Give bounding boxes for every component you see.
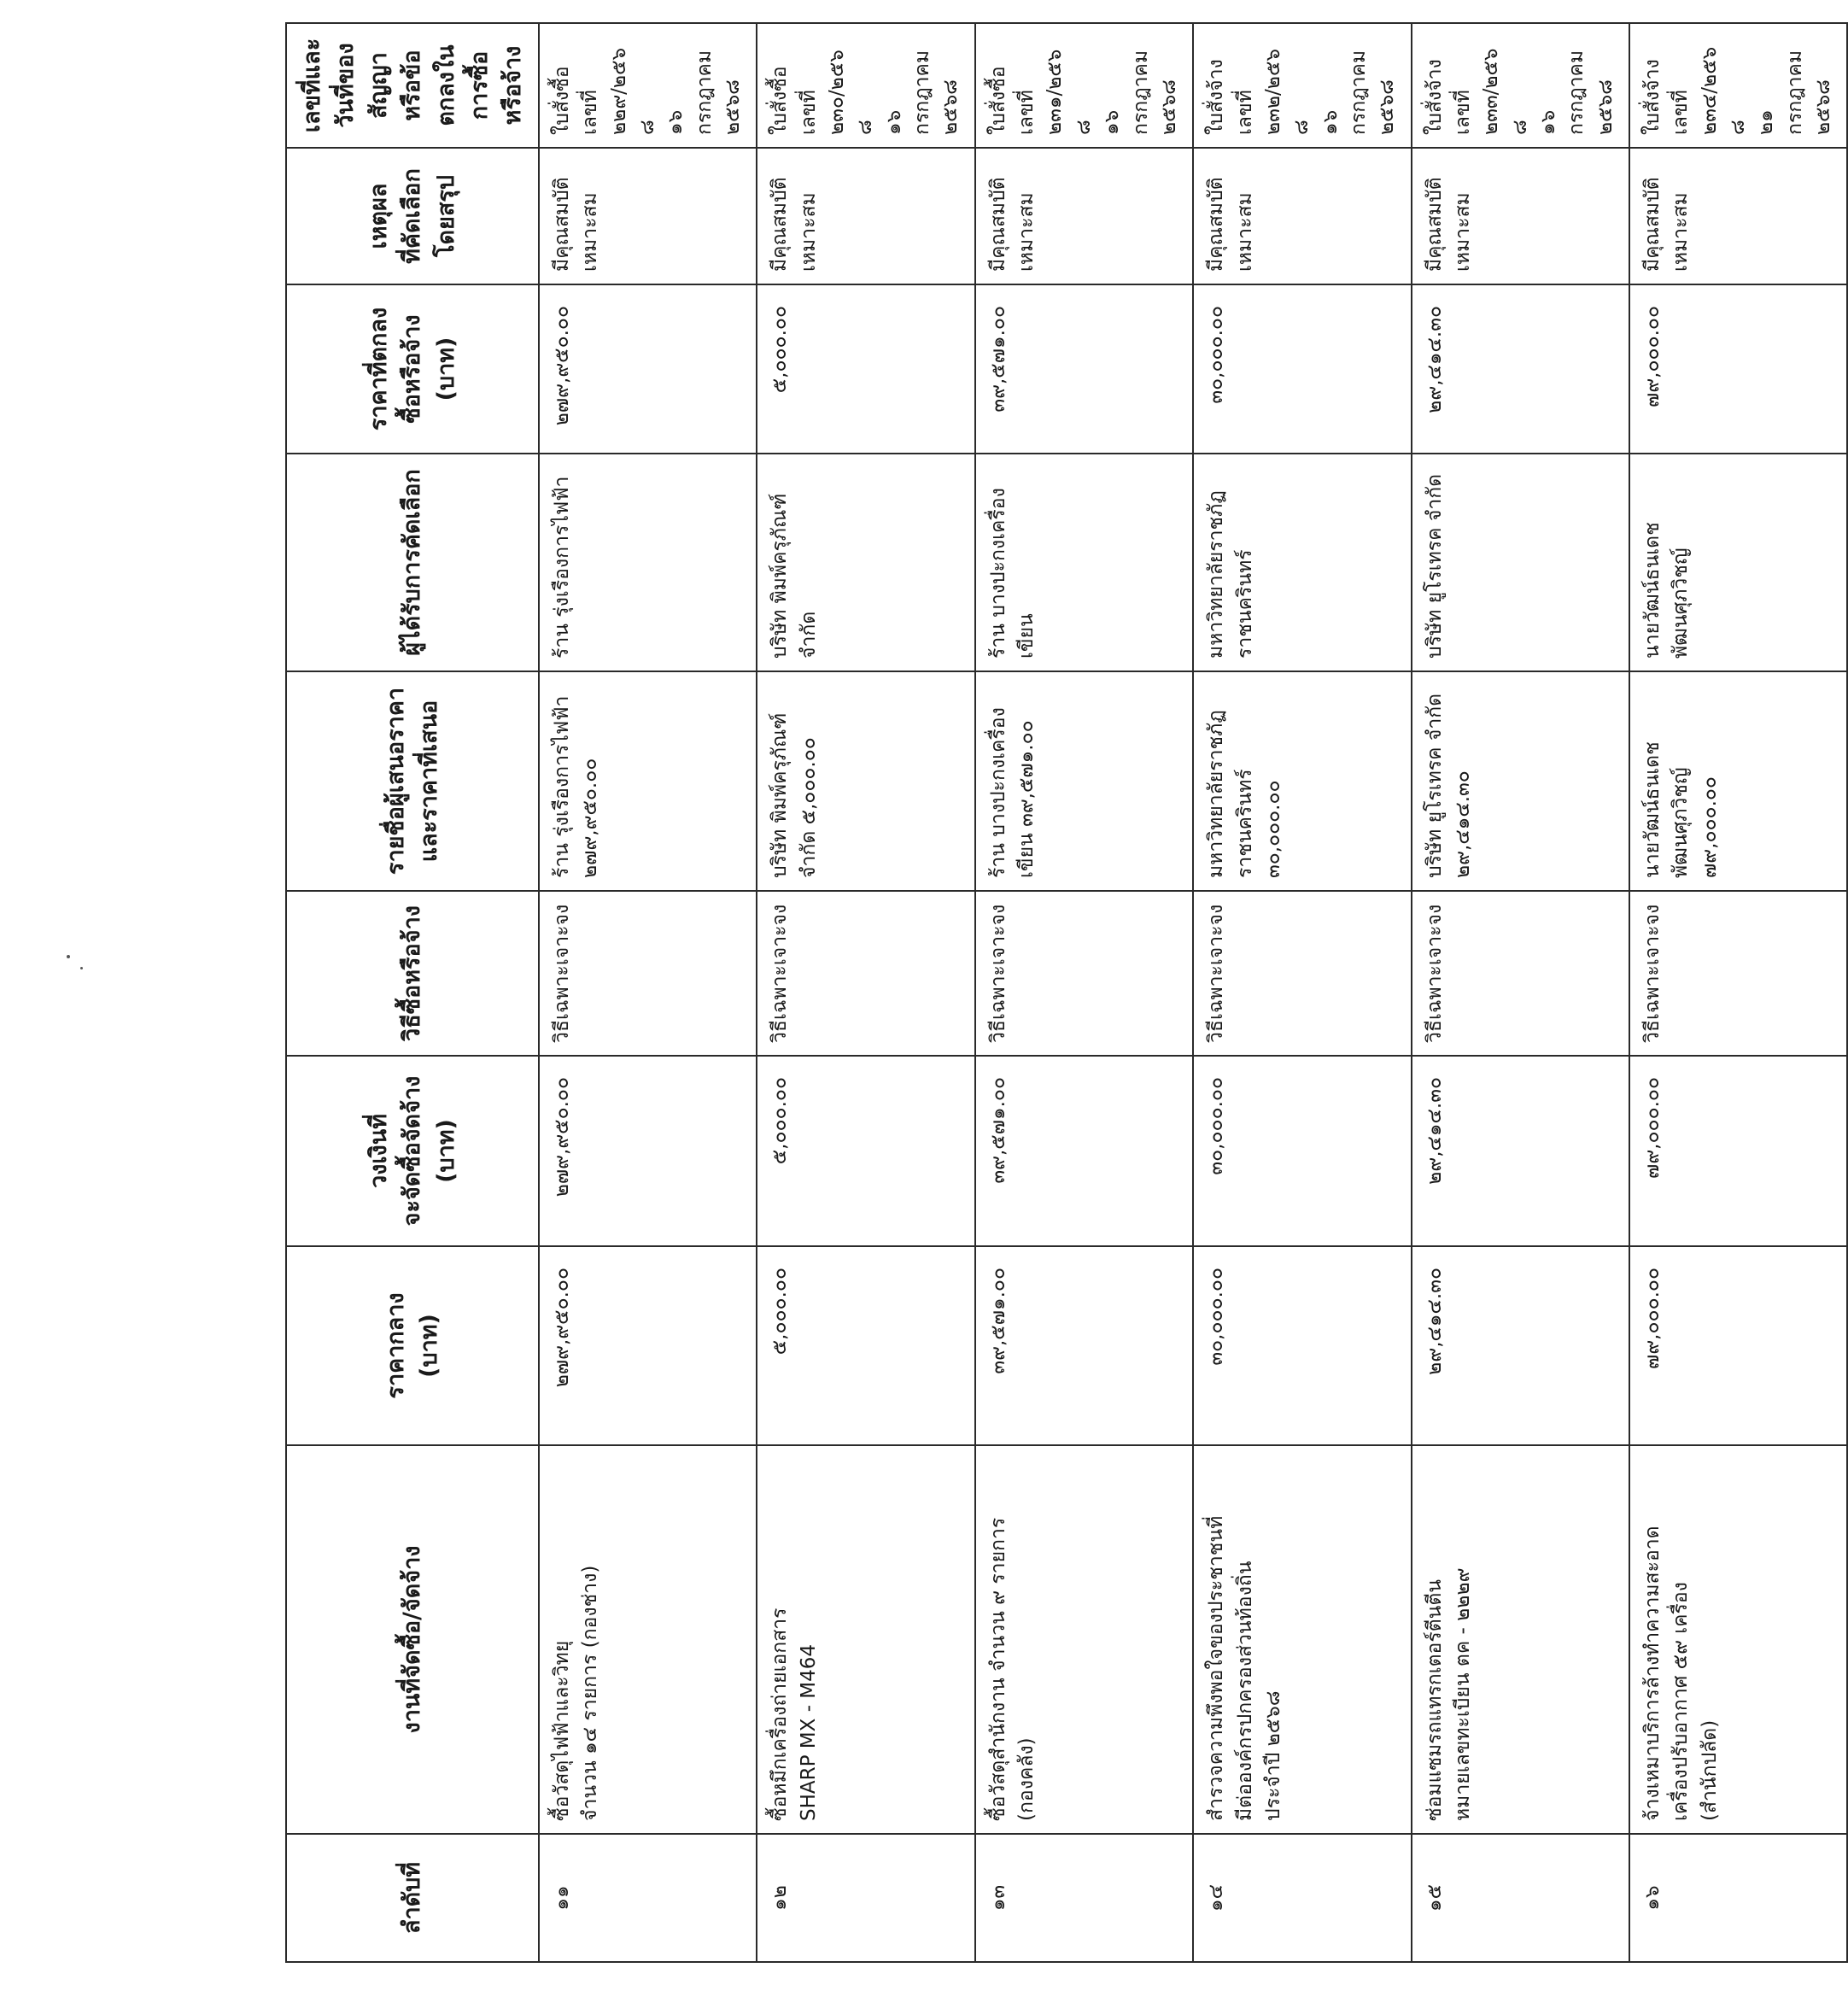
cell-bidders: นายวัฒน์ธนเดช พัฒนศุภวิชญ์ ๗๙,๐๐๐.๐๐ (1629, 671, 1847, 891)
cell-median-price: ๒๗๙,๙๕๐.๐๐ (539, 1246, 757, 1445)
table-row (1412, 23, 1629, 1962)
cell-reason: มีคุณสมบัติ เหมาะสม (1412, 148, 1629, 284)
cell-reason: มีคุณสมบัติ เหมาะสม (975, 148, 1193, 284)
cell-bidders: บริษัท ยูโรเทรค จำกัด ๒๙,๔๑๔.๓๐ (1412, 671, 1629, 891)
header-median-price: ราคากลาง (บาท) (286, 1246, 539, 1445)
header-no: ลำดับที่ (286, 1834, 539, 1962)
cell-contract: ใบสั่งจ้าง เลขที่ ๒๓๓/๒๕๖๘ ๑๖ กรกฎาคม ๒๕๖๘ (1412, 23, 1629, 148)
cell-contract: ใบสั่งซื้อ เลขที่ ๒๓๐/๒๕๖๘ ๑๖ กรกฎาคม ๒๕๖๘ (757, 23, 974, 148)
header-contract: เลขที่และวันที่ของ สัญญา หรือข้อตกลงใน การซื้อหรือจ้าง (286, 23, 539, 148)
rotated-table-wrapper (285, 24, 1835, 1963)
header-method: วิธีซื้อหรือจ้าง (286, 891, 539, 1056)
cell-bidders: มหาวิทยาลัยราชภัฏ ราชนครินทร์ ๓๐,๐๐๐.๐๐ (1193, 671, 1411, 891)
cell-reason: มีคุณสมบัติ เหมาะสม (1193, 148, 1411, 284)
cell-method: วิธีเฉพาะเจาะจง (1629, 891, 1847, 1056)
cell-item: จ้างเหมาบริการล้างทำความสะอาด เครื่องปรับอากาศ ๕๙ เครื่อง (สำนักปลัด) (1629, 1445, 1847, 1834)
cell-contract: ใบสั่งซื้อ เลขที่ ๒๓๑/๒๕๖๘ ๑๖ กรกฎาคม ๒๕๖๘ (975, 23, 1193, 148)
cell-item: ซ่อมแซมรถแทรกเตอร์ตีนตีน หมายเลขทะเบียน ตค - ๒๒๒๙ (1412, 1445, 1629, 1834)
cell-no: ๑๒ (757, 1834, 974, 1962)
cell-winner: นายวัฒน์ธนเดช พัฒนศุภวิชญ์ (1629, 454, 1847, 671)
cell-item: ซื้อวัสดุไฟฟ้าและวิทยุ จำนวน ๑๔ รายการ (กองช่าง) (539, 1445, 757, 1834)
cell-bidders: ร้าน บางปะกงเครื่อง เขียน ๓๙,๕๗๑.๐๐ (975, 671, 1193, 891)
cell-winner: ร้าน บางปะกงเครื่อง เขียน (975, 454, 1193, 671)
cell-budget: ๒๙,๔๑๔.๓๐ (1412, 1056, 1629, 1246)
cell-median-price: ๓๐,๐๐๐.๐๐ (1193, 1246, 1411, 1445)
cell-budget: ๓๐,๐๐๐.๐๐ (1193, 1056, 1411, 1246)
cell-no: ๑๔ (1193, 1834, 1411, 1962)
header-budget: วงเงินที่ จะจัดซื้อจัดจ้าง (บาท) (286, 1056, 539, 1246)
table-row (975, 23, 1193, 1962)
procurement-table (285, 22, 1848, 1963)
cell-no: ๑๕ (1412, 1834, 1629, 1962)
cell-item: สำรวจความพึงพอใจของประชาชนที่ มีต่อองค์กรปกครองส่วนท้องถิ่น ประจำปี ๒๕๖๘ (1193, 1445, 1411, 1834)
cell-budget: ๓๙,๕๗๑.๐๐ (975, 1056, 1193, 1246)
cell-bidders: บริษัท พิมพ์ครุภัณฑ์ จำกัด ๕,๐๐๐.๐๐ (757, 671, 974, 891)
header-reason: เหตุผล ที่คัดเลือก โดยสรุป (286, 148, 539, 284)
cell-winner: มหาวิทยาลัยราชภัฏ ราชนครินทร์ (1193, 454, 1411, 671)
table-row (1629, 23, 1847, 1962)
table-row (539, 23, 757, 1962)
cell-winner: บริษัท ยูโรเทรค จำกัด (1412, 454, 1629, 671)
cell-no: ๑๑ (539, 1834, 757, 1962)
header-agreed-price: ราคาที่ตกลง ซื้อหรือจ้าง (บาท) (286, 284, 539, 454)
cell-method: วิธีเฉพาะเจาะจง (975, 891, 1193, 1056)
cell-method: วิธีเฉพาะเจาะจง (1193, 891, 1411, 1056)
cell-winner: ร้าน รุ่งเรืองการไฟฟ้า (539, 454, 757, 671)
cell-bidders: ร้าน รุ่งเรืองการไฟฟ้า ๒๗๙,๙๕๐.๐๐ (539, 671, 757, 891)
scan-speck (67, 955, 70, 958)
header-row (286, 23, 539, 1962)
cell-contract: ใบสั่งซื้อ เลขที่ ๒๒๙/๒๕๖๘ ๑๖ กรกฎาคม ๒๕๖๘ (539, 23, 757, 148)
cell-median-price: ๓๙,๕๗๑.๐๐ (975, 1246, 1193, 1445)
cell-agreed-price: ๗๙,๐๐๐.๐๐ (1629, 284, 1847, 454)
cell-agreed-price: ๒๙,๔๑๔.๓๐ (1412, 284, 1629, 454)
cell-method: วิธีเฉพาะเจาะจง (1412, 891, 1629, 1056)
cell-agreed-price: ๓๙,๕๗๑.๐๐ (975, 284, 1193, 454)
cell-budget: ๗๙,๐๐๐.๐๐ (1629, 1056, 1847, 1246)
cell-item: ซื้อหมึกเครื่องถ่ายเอกสาร SHARP MX - M464 (757, 1445, 974, 1834)
cell-contract: ใบสั่งจ้าง เลขที่ ๒๓๔/๒๕๖๘ ๒๑ กรกฎาคม ๒๕๖๘ (1629, 23, 1847, 148)
cell-method: วิธีเฉพาะเจาะจง (757, 891, 974, 1056)
cell-reason: มีคุณสมบัติ เหมาะสม (539, 148, 757, 284)
scan-speck (80, 967, 83, 969)
cell-no: ๑๖ (1629, 1834, 1847, 1962)
cell-contract: ใบสั่งจ้าง เลขที่ ๒๓๒/๒๕๖๘ ๑๖ กรกฎาคม ๒๕๖๘ (1193, 23, 1411, 148)
cell-budget: ๕,๐๐๐.๐๐ (757, 1056, 974, 1246)
cell-median-price: ๒๙,๔๑๔.๓๐ (1412, 1246, 1629, 1445)
cell-agreed-price: ๒๗๙,๙๕๐.๐๐ (539, 284, 757, 454)
cell-median-price: ๕,๐๐๐.๐๐ (757, 1246, 974, 1445)
header-item: งานที่จัดซื้อ/จัดจ้าง (286, 1445, 539, 1834)
header-bidders: รายชื่อผู้เสนอราคา และราคาที่เสนอ (286, 671, 539, 891)
cell-item: ซื้อวัสดุสำนักงาน จำนวน ๙ รายการ (กองคลัง) (975, 1445, 1193, 1834)
cell-no: ๑๓ (975, 1834, 1193, 1962)
cell-agreed-price: ๓๐,๐๐๐.๐๐ (1193, 284, 1411, 454)
table-row (1193, 23, 1411, 1962)
cell-reason: มีคุณสมบัติ เหมาะสม (1629, 148, 1847, 284)
cell-agreed-price: ๕,๐๐๐.๐๐ (757, 284, 974, 454)
cell-method: วิธีเฉพาะเจาะจง (539, 891, 757, 1056)
header-winner: ผู้ได้รับการคัดเลือก (286, 454, 539, 671)
cell-winner: บริษัท พิมพ์ครุภัณฑ์ จำกัด (757, 454, 974, 671)
cell-budget: ๒๗๙,๙๕๐.๐๐ (539, 1056, 757, 1246)
table-row (757, 23, 974, 1962)
cell-median-price: ๗๙,๐๐๐.๐๐ (1629, 1246, 1847, 1445)
cell-reason: มีคุณสมบัติ เหมาะสม (757, 148, 974, 284)
